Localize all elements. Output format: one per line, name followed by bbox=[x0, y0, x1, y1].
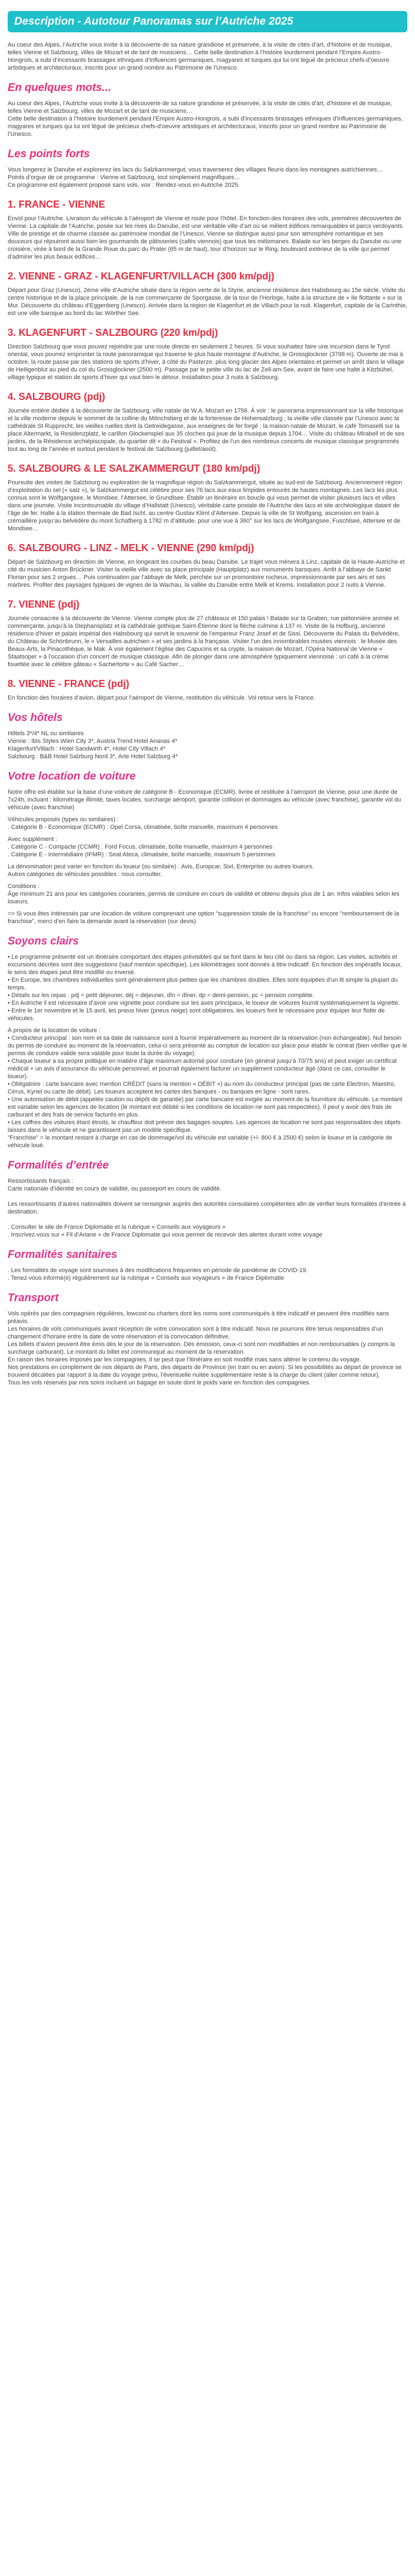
day-title: 1. FRANCE - VIENNE bbox=[8, 199, 106, 210]
day-title: 5. SALZBOURG & LE SALZKAMMERGUT (180 km/pdj) bbox=[8, 463, 261, 474]
day-title: 7. VIENNE (pdj) bbox=[8, 599, 80, 610]
location-text: Notre offre est établie sur la base d’une voiture de catégorie B - Economique (ECMR), livrée et restituée à l’aéroport de Vienne, pour une durée de 7x24h, incluant : kilométrage illimité, taxes locales, surcharge aéroport, garantie collision et dommages au véhicule (avec franchise), garantie vol du véhicule (avec franchise) bbox=[8, 789, 401, 811]
heading-location: Votre location de voiture bbox=[8, 770, 136, 782]
day-title: 3. KLAGENFURT - SALZBOURG (220 km/pdj) bbox=[8, 327, 218, 338]
intro-text: Au coeur des Alpes, l’Autriche vous invite à la découverte de sa nature grandiose et préservée, à la visite de cités d’art, d’histoire et de musique, telles Vienne et Salzbourg, villes de Mozart et de tant de musiciens… Cette belle destination à l’histoire lourdement pendant l’Empire Austro-Hongrois, a subi d’incessants brassages ethniques d’influences germaniques, magyares et turques qui lui ont légué de précieux chefs-d’oeuvre artistiques et architecturaux, inscrits pour un grand nombre au Patrimoine de l’Unesco. bbox=[8, 42, 392, 71]
heading-points-forts: Les points forts bbox=[8, 148, 90, 160]
heading-hotels: Vos hôtels bbox=[8, 712, 63, 724]
points-forts-text: Vous longerez le Danube et explorerez les lacs du Salzkammergut, vous traverserez des villages fleuris dans les montagnes autrichiennes… Points d’orgue de ce programme : Vienne et Salzbourg, tout simplement magnifiques… Ce programme est également proposé sans vols, voir : Rendez-vous en Autriche 2025. bbox=[8, 167, 383, 188]
location-conditions: Conditions : Âge minimum 21 ans pour les catégories courantes, permis de conduire en cours de validité et obtenu depuis plus de 1 an. Infos valables selon les loueurs. bbox=[8, 883, 400, 905]
heading-formalites-sanitaires: Formalités sanitaires bbox=[8, 1249, 118, 1261]
day-text: En fonction des horaires d’avion, départ pour l’aéroport de Vienne, restitution du véhicule. Vol retour vers la France. bbox=[8, 695, 315, 701]
day-title: 6. SALZBOURG - LINZ - MELK - VIENNE (290 km/pdj) bbox=[8, 542, 255, 553]
soyons-clairs-text: • Le programme présenté est un itinéraire comportant des étapes prévisibles qui se font dans le lieu cité ou dans sa région. Les visites, activités et excursions décrites sont des suggestions (sauf mention spécifique). Les kilométrages sont donnés à titre indicatif. En fonction des impératifs locaux, le sens des étapes peut être modifié ou inversé. • En Europe, les chambres individuelles sont généralement plus petites que les chambres doubles. Elles sont équipées d’un lit simple la plupart du temps. • Détails sur les repas : pdj = petit déjeuner, déj = déjeuner, dîn = dîner, dp = demi-pension, pc = pension complète. • En Autriche il est nécessaire d’avoir une vignette pour conduire sur les axes principaux, le loueur de voitures fournit systématiquement la vignette. • Entre le 1er novembre et le 15 avril, les pneus hiver (pneus neige) sont obligatoires, les loueurs font le nécessaire pour équiper leur flotte de véhicules. bbox=[8, 954, 402, 1022]
day-text: Envol pour l’Autriche. Livraison du véhicule à l’aéroport de Vienne et route pour l’hôtel. En fonction des horaires des vols, premières découvertes de Vienne. La capitale de l’Autriche, posée sur les rives du Danube, est une véritable ville d’art où se mêlent édifices remarquables et parcs verdoyants. Ville de prestige et de charme classée au patrimoine mondial de l’Unesco, Vienne se distingue aussi pour son atmosphère romantique et ses douceurs qui réjouiront aussi bien les gourmands de pâtisseries (cafés viennois) que tous les mélomanes. Balade sur les berges du Danube ou une croisière, virée à bord de la Grande Roue du parc du Prater (65 m de haut), tour d’horizon sur le Ring, boulevard extérieur de la ville qui permet d’admirer les plus beaux édifices… bbox=[8, 215, 404, 260]
location-franchise: => Si vous êtes intéressés par une location de voiture comprenant une option "suppression totale de la franchise" ou encore "remboursement de la franchise", merci d’en faire la demande avant la réservation (sur devis). bbox=[8, 911, 399, 925]
day-title: 8. VIENNE - FRANCE (pdj) bbox=[8, 678, 130, 689]
quelques-mots-text: Au coeur des Alpes, l’Autriche vous invite à la découverte de sa nature grandiose et préservée, à la visite de cités d’art, d’histoire et de musique, telles Vienne et Salzbourg, villes de Mozart et de tant de musiciens… Cette belle destination à l’histoire lourdement pendant l’Empire Austro-Hongrois, a subi d’incessants brassages ethniques d’influences germaniques, magyares et turques qui lui ont légué de précieux chefs-d’oeuvre artistiques et architecturaux, inscrits pour un grand nombre au Patrimoine de l’Unesco. bbox=[8, 100, 403, 138]
day-text: Départ de Salzbourg en direction de Vienne, en longeant les courbes du beau Danube. Le trajet vous mènera à Linz, capitale de la Haute-Autriche et cité du musicien Anton Brückner. Visiter la vieille ville avec sa place principale (Hauptplatz) aux monuments baroques. Arrêt à l’abbaye de Sankt Florian pour ses 2 orgues… Puis continuation par l’abbaye de Melk, perchée sur un promontoire rocheux, impressionnante par ses airs et ses marbres. Profiter des paysages typiques de vignes de la Wachau, la vallée du Danube entre Melk et Krems. Installation pour 2 nuits à Vienne. bbox=[8, 559, 405, 588]
location-supplement: Avec supplément : . Catégorie C - Compacte (CCMR) : Ford Focus, climatisée, boîte manuelle, maximum 4 personnes . Catégorie E - Intermédiaire (IFMR) : Seat Ateca, climatisée, boîte manuelle, maximum 5 personnes bbox=[8, 836, 275, 858]
location-vehicles: Véhicules proposés (types ou similaires) : . Catégorie B - Economique (ECMR) : Opel Corsa, climatisée, boîte manuelle, maximum 4 personnes bbox=[8, 816, 278, 831]
day-text: Journée consacrée à la découverte de Vienne. Vienne compte plus de 27 châteaux et 150 palais ! Balade sur la Graben, rue piétonnière animée et commerçante, jusqu’à la Stephansplatz et la cathédrale gothique Saint-Étienne dont la flèche culmine à 137 m. Visite de la Hofburg, ancienne résidence d’hiver et palais impérial des Habsbourg qui servit le souvenir de l’empereur Franz Josef et de Sissi. Découverte du Palais du Belvédère, du Château de Schönbrunn, le « Versailles autrichien » et ses jardins à la française. Visiter l’un des innombrables musées viennois : le Musée des Beaux-Arts, la Pinacothèque, le Mak. À voir également l’église des Capucins et sa crypte, la maison de Mozart, l’Opéra National de Vienne « Staatsoper » à l’occasion d’un concert de musique classique. Afin de plonger dans une atmosphère typiquement viennoise : un café à la crème fouettée avec le célèbre gâteau « Sachertorte » au Café Sacher… bbox=[8, 615, 400, 668]
heading-transport: Transport bbox=[8, 1292, 59, 1304]
day-title: 2. VIENNE - GRAZ - KLAGENFURT/VILLACH (300 km/pdj) bbox=[8, 271, 275, 282]
formalites-text: Ressortissants français : Carte nationale d’identité en cours de validité, ou passeport en cours de validité. Les ressortissants d’autres nationalités doivent se renseigner auprès des autorités consulaires compétentes afin de vérifier leurs formalités d’entrée à destination. . Consulter le site de France Diplomatie et la rubrique « Conseils aux voyageurs » . Inscrivez-vous sur « Fil d’Ariane » de France Diplomatie qui vous permet de recevoir des alertes durant votre voyage bbox=[8, 1178, 406, 1238]
soyons-clairs-location: À propos de la location de voiture : • Conducteur principal : son nom et sa date de naissance sont à fournir impérativement au moment de la réservation (non échangeable). Nul besoin du permis de conduire au moment de la réservation, celui-ci sera présenté au comptoir de location sur place pour établir le contrat (bien vérifier que le permis de conduire valide sera valable pour toute la durée du voyage). • Chaque loueur a sa propre politique en matière d’âge maximum autorisé pour conduire (en général jusqu’à 70/75 ans) et peut exiger un certificat médical + un avis d’assurance du véhicule personnel, et pourrait également facturer un supplément conducteur âgé (dans ce cas, consulter le loueur). • Obligatoire : carte bancaire avec mention CRÉDIT (sans la mention « DÉBIT ») au nom du conducteur principal (pas de carte Electron, Maestro, Cirrus, Kyriel ou carte de débit). Les loueurs acceptent les cartes des banques - ou banques en ligne - sont rares. • Une autorisation de débit (appelée caution ou dépôt de garantie) par carte bancaire est exigée au moment de la fourniture du véhicule. Le montant est variable selon les agences de location (le montant est débité si les conditions de location ne sont pas respectées). Il peut y avoir des frais de carburant et des frais de service facturés en plus. • Les coffres des voitures étant étroits, le chauffeur doit prévoir des bagages souples. Les agences de location ne sont pas responsables des objets laissés dans le véhicule et ne garantissent pas un modèle spécifique. "Franchise" = le montant restant à charge en cas de dommage/vol du véhicule est variable (+/- 800 € à 2500 €) selon le loueur et la catégorie de véhicule loué. bbox=[8, 1027, 407, 1149]
heading-formalites: Formalités d’entrée bbox=[8, 1159, 109, 1171]
day-text: Départ pour Graz (Unesco), 2ème ville d’Autriche située dans la région verte de la Styrie, ancienne résidence des Habsbourg au 15e siècle. Visite du centre historique et de la place principale, de la rue commerçante de Sporgasse, de la tour de l’Horloge, halte à la structure de « Ile flottante » sur la Mur. Découverte du château d’Eggenberg (Unesco). Arrivée dans la région de Klagenfurt et de Villach pour la nuit. Klagenfurt, capitale de la Carinthie, est une ville baroque au bord du lac Wörther See. bbox=[8, 287, 407, 317]
day-title: 4. SALZBOURG (pdj) bbox=[8, 391, 105, 402]
location-loueurs: La dénomination peut varier en fonction du loueur (ou similaire) : Avis, Europcar, Sixt, Enterprise ou autres loueurs. Autres catégories de véhicules possibles : nous consulter. bbox=[8, 863, 314, 878]
description-banner: Description - Autotour Panoramas sur l’Autriche 2025 bbox=[8, 11, 407, 32]
heading-soyons-clairs: Soyons clairs bbox=[8, 935, 79, 947]
day-text: Journée entière dédiée à la découverte de Salzbourg, ville natale de W.A. Mozart en 1756. À voir : le panorama impressionnant sur la ville historique et la ville moderne depuis le sommet de la colline du Mönchsberg et de la forteresse de Hohensalzburg ; la vieille ville classée par l’Unesco avec la cathédrale St Rupprecht, les vieilles ruelles dont la Getreidegasse, aux enseignes de fer forgé ; la maison natale de Mozart, le café Tomaselli sur la place Altermarkt, la Residenzplatz, le carillon Glockenspiel aux 35 cloches qui joue de la musique depuis 1704… Visite du château Mirabell et de ses jardins, de la Résidence archiépiscopale, du quartier dit « du Festival ». Profitez de l’un des nombreux concerts de musique classique programmés tout au long de l’année et surtout pendant le festival de Salzbourg (juillet/août). bbox=[8, 408, 405, 453]
day-text: Direction Salzbourg que vous pouvez rejoindre par une route directe en seulement 2 heures. Si vous souhaitez faire une incursion dans le Tyrol oriental, vous pourrez emprunter la route panoramique qui traverse le plus haute montagne d’Autriche, le Grossglockner (3798 m). Ouverte de mai à octobre, la route passe par des stations de sports d’hiver, à côté du Pasterze, plus long glacier des Alpes orientales et permet un arrêt dans le village de Heiligenblut au pied du col du Grossglockner (2500 m). Passage par le petite ville du lac de Zell-am-See, avant de faire une halte à Kitzbühel, village typique et station de sports d’hiver qui vaut bien le détour. Installation pour 3 nuits à Salzbourg. bbox=[8, 344, 404, 381]
day-text: Poursuite des visites de Salzbourg ou exploration de la magnifique région du Salzkammergut, située au sud-est de Salzbourg. Anciennement région d’exploitation du sel (« salz »), le Salzkammergut est célèbre pour ses 76 lacs aux eaux limpides entourés de hautes montagnes. Les lacs les plus connus sont le Wolfgangsee, le Mondsee, l’Attersee, le Grundlsee. Établir un itinéraire en boucle qui vous permet de visiter plusieurs lacs et villes dans une journée. Visite incontournable du village d’Hallstatt (Unesco), véritable carte postale de l’Autriche des lacs et site archéologique datant de l’âge de fer. Halte à la station thermale de Bad Ischl, au centre Gustav Klimt d’Attersee. Depuis la ville de St Wolfgang, ascension en train à crémaillère jusqu’au belvédère du mont Schafberg à 1782 m d’altitude, pour une vue à 360° sur les lacs de Wolfgangsee, Fuschlsee, Attersee et de Mondsee… bbox=[8, 479, 402, 532]
heading-quelques-mots: En quelques mots... bbox=[8, 82, 111, 94]
transport-text: Vols opérés par des compagnies régulières, lowcost ou charters dont les noms sont communiqués à titre indicatif et peuvent être modifiés sans préavis. Les horaires de vols communiqués avant réception de votre convocation sont à titre indicatif. Nous ne pourrons être tenus responsables d’un changement d’horaire entre la date de votre réservation et la convocation définitive. Les billets d’avion peuvent être émis dès le jour de la réservation. Dès émission, ceux-ci sont non modifiables et non remboursables (y compris la surcharge carburant). Le montant du billet est communiqué au moment de la réservation. En raison des horaires imposés par les compagnies, il se peut que l’itinéraire en soit modifié mais sans altérer le contenu du voyage. Nos prestations en complément de nos départs de Paris, des départs de Province (en train ou en avion). Si les possibilités au départ de province se trouvent décalées par rapport à la date du voyage prévu, l’éventuelle nuitée supplémentaire reste à la charge du client (aller comme retour). Tous les vols réservés par nos soins incluent un bagage en soute dont le poids varie en fonction des compagnies. bbox=[8, 1310, 402, 1386]
hotels-text: Hôtels 3*/4* NL ou similaires Vienne : Ibis Styles Wien City 3*, Austria Trend Hotel Ananas 4* Klagenfurt/Villach : Hotel Sandwirth 4*, Hotel City Villach 4* Salzbourg : B&B Hotel Salzburg Nord 3*, Arte Hotel Salzburg 4* bbox=[8, 730, 178, 760]
formalites-sanitaires-text: . Les formalités de voyage sont soumises à des modifications fréquentes en période de pandémie de COVID-19. . Tenez-vous informé(e) régulièrement sur la rubrique « Conseils aux voyageurs » de France Diplomatie bbox=[8, 1267, 308, 1281]
